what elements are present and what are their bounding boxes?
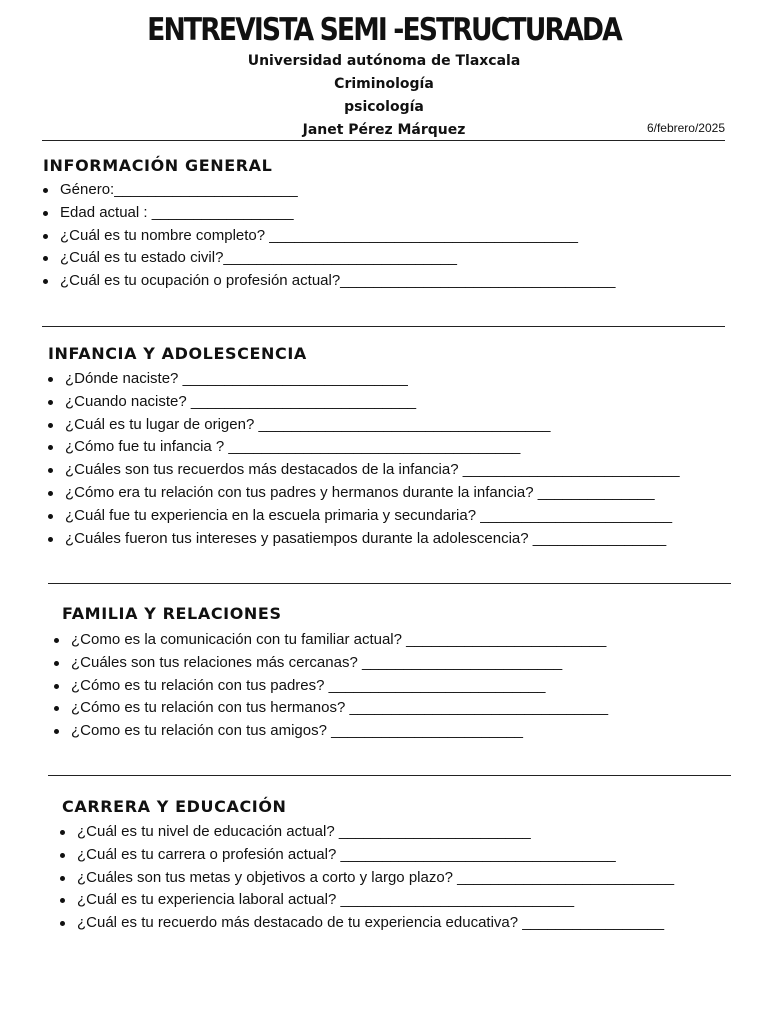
section-general-list [43, 179, 615, 293]
list-item: ¿Cuáles fueron tus intereses y pasatiempos durante la adolescencia? ________________ [48, 528, 680, 551]
section-family-title: FAMILIA Y RELACIONES [62, 604, 282, 623]
list-item: ¿Cuál es tu experiencia laboral actual? ____________________________ [60, 889, 674, 912]
list-item: ¿Cuál es tu recuerdo más destacado de tu experiencia educativa? _________________ [60, 912, 674, 935]
author-name: Janet Pérez Márquez [302, 122, 466, 138]
list-item: ¿Como es la comunicación con tu familiar actual? ________________________ [54, 629, 608, 652]
section-divider [48, 583, 731, 584]
list-item: ¿Cómo es tu relación con tus hermanos? _______________________________ [54, 697, 608, 720]
list-item: ¿Cómo era tu relación con tus padres y hermanos durante la infancia? ______________ [48, 482, 680, 505]
list-item: ¿Cuál es tu carrera o profesión actual? _________________________________ [60, 844, 674, 867]
list-item: ¿Dónde naciste? ___________________________ [48, 368, 680, 391]
list-item: ¿Cuáles son tus metas y objetivos a corto y largo plazo? __________________________ [60, 867, 674, 890]
list-item: Edad actual : _________________ [43, 202, 615, 225]
list-item: ¿Cuál es tu estado civil?____________________________ [43, 247, 615, 270]
document-date: 6/febrero/2025 [646, 121, 725, 135]
section-family-list [54, 629, 608, 743]
career-name: Criminología [334, 76, 434, 92]
list-item: ¿Cuál es tu nombre completo? _____________________________________ [43, 225, 615, 248]
list-item: ¿Cuál es tu lugar de origen? ___________________________________ [48, 414, 680, 437]
list-item: Género:______________________ [43, 179, 615, 202]
subject-name: psicología [344, 99, 424, 115]
list-item: ¿Cuando naciste? ___________________________ [48, 391, 680, 414]
document-title: ENTREVISTA SEMI -ESTRUCTURADA [147, 12, 621, 48]
list-item: ¿Cuáles son tus recuerdos más destacados de la infancia? __________________________ [48, 459, 680, 482]
section-career-list [60, 821, 674, 935]
list-item: ¿Cuál es tu nivel de educación actual? _______________________ [60, 821, 674, 844]
section-childhood-list [48, 368, 680, 550]
section-general-title: INFORMACIÓN GENERAL [43, 156, 273, 175]
list-item: ¿Cómo fue tu infancia ? ___________________________________ [48, 436, 680, 459]
university-name: Universidad autónoma de Tlaxcala [247, 53, 521, 69]
list-item: ¿Cuál fue tu experiencia en la escuela primaria y secundaria? _______________________ [48, 505, 680, 528]
section-divider [48, 775, 731, 776]
list-item: ¿Cuáles son tus relaciones más cercanas? ________________________ [54, 652, 608, 675]
list-item: ¿Cuál es tu ocupación o profesión actual?_________________________________ [43, 270, 615, 293]
header-divider [42, 140, 725, 141]
list-item: ¿Cómo es tu relación con tus padres? __________________________ [54, 675, 608, 698]
section-career-title: CARRERA Y EDUCACIÓN [62, 797, 287, 816]
section-divider [42, 326, 725, 327]
section-childhood-title: INFANCIA Y ADOLESCENCIA [48, 344, 307, 363]
list-item: ¿Como es tu relación con tus amigos? _______________________ [54, 720, 608, 743]
